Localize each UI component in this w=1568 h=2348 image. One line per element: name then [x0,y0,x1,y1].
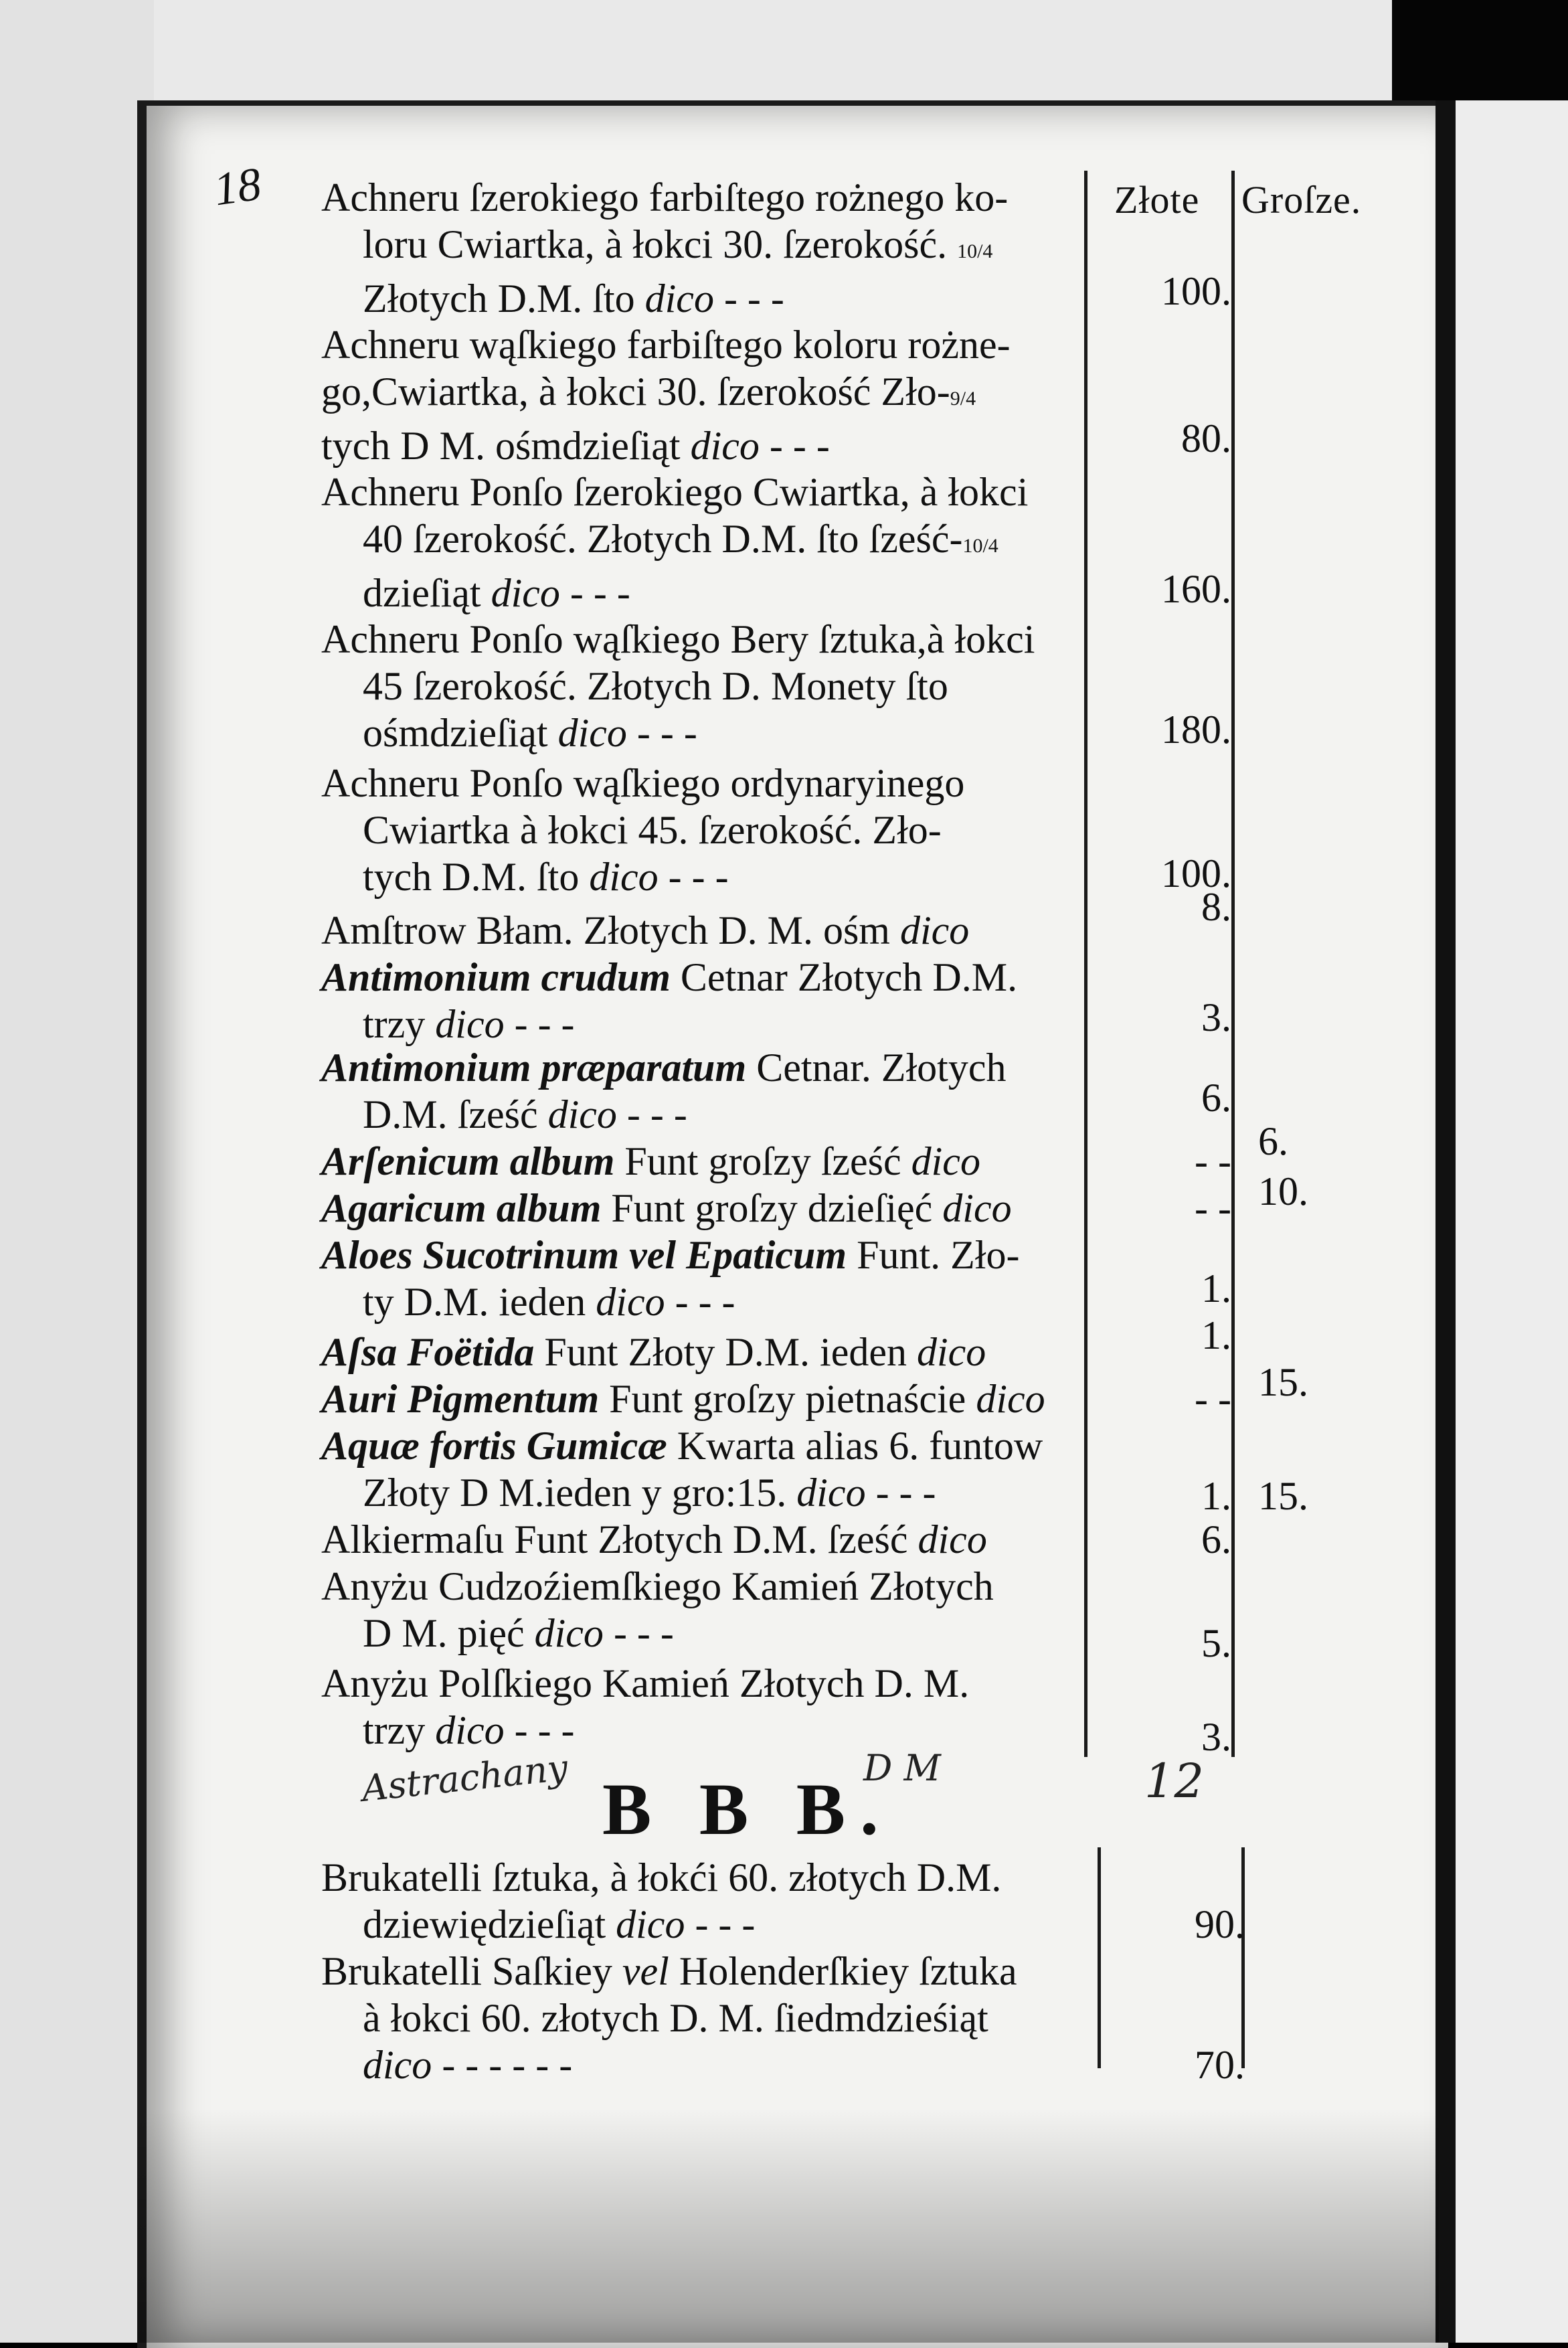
entry-9: Arſenicum album Funt groſzy ſześć dico [321,1139,980,1183]
price-zlote: 100. [1161,851,1231,896]
entry-11: Aloes Sucotrinum vel Epaticum Funt. Zło- ty D.M. ieden dico - - - [321,1233,1020,1324]
handwritten-note: Astrachany [359,1746,570,1810]
entry-4: Achneru Ponſo wąſkiego Bery ſztuka,à łokci 45 ſzerokość. Złotych D. Monety ſto ośmdzieſiąt dico - - - [321,617,1035,755]
entry-12: Aſsa Foëtida Funt Złoty D.M. ieden dico [321,1330,986,1374]
price-zlote: 180. [1161,707,1231,752]
dico: dico [644,276,714,321]
entry-5: Achneru Ponſo wąſkiego ordynaryinego Cwiartka à łokci 45. ſzerokość. Zło- tych D.M. ſto dico - - - [321,761,965,899]
entry-16: Anyżu Cudzoźiemſkiego Kamień Złotych D M. pięć dico - - - [321,1564,994,1655]
price-zlote: 1. [1201,1474,1231,1518]
entry-b-2: Brukatelli Saſkiey vel Holenderſkiey ſztuka à łokci 60. złotych D. M. ſiedmdzieśiąt dico - - - - - - [321,1949,1017,2087]
column-rule-mid-b [1241,1847,1245,2068]
header-zlote: Złote [1114,178,1200,222]
price-zlote: 70. [1195,2043,1245,2087]
price-zlote: 90. [1195,1902,1245,1946]
entry-17: Anyżu Polſkiego Kamień Złotych D. M. trzy dico - - - [321,1661,970,1752]
price-zlote: - - [1195,1139,1231,1183]
column-rule-left [1084,171,1087,1757]
entry-text: loru Cwiartka, à łokci 30. ſzerokość. [363,222,958,266]
column-rule-left-b [1098,1847,1101,2068]
price-grosze: 10. [1258,1169,1308,1213]
price-grosze: 6. [1258,1119,1288,1163]
price-zlote: - - [1195,1377,1231,1421]
price-zlote: 8. [1201,885,1231,929]
entry-13: Auri Pigmentum Funt groſzy pietnaście dico [321,1377,1045,1421]
entry-14: Aquæ fortis Gumicæ Kwarta alias 6. funtow Złoty D M.ieden y gro:15. dico - - - [321,1424,1043,1515]
price-zlote: 1. [1201,1313,1231,1357]
price-zlote: 6. [1201,1517,1231,1562]
price-zlote: 3. [1201,995,1231,1039]
page-number: 18 [210,158,264,216]
price-grosze: 15. [1258,1360,1308,1404]
column-rule-mid [1231,171,1235,1757]
entry-8: Antimonium præparatum Cetnar. Złotych D.M. ſześć dico - - - [321,1045,1007,1137]
back-sheet-top [0,0,1392,107]
header-grosze: Groſze. [1241,178,1362,222]
entry-1: Achneru ſzerokiego farbiſtego rożnego ko- loru Cwiartka, à łokci 30. ſzerokość. 10/4 Złotych D.M. ſto dico - - - [321,175,1009,321]
price-zlote: 1. [1201,1266,1231,1311]
price-zlote: 6. [1201,1076,1231,1120]
entry-7: Antimonium crudum Cetnar Złotych D.M. trzy dico - - - [321,955,1018,1046]
price-zlote: 100. [1161,269,1231,313]
page-gutter [1435,100,1456,2343]
price-zlote: 5. [1201,1621,1231,1665]
entry-b-1: Brukatelli ſztuka, à łokći 60. złotych D.M. dziewiędzieſiąt dico - - - [321,1855,1002,1946]
handwritten-note: 12 [1144,1754,1205,1809]
entry-3: Achneru Ponſo ſzerokiego Cwiartka, à łokci 40 ſzerokość. Złotych D.M. ſto ſześć-10/4 dzieſiąt dico - - - [321,470,1029,615]
back-sheet-left [0,0,154,2343]
price-zlote: 160. [1161,567,1231,611]
entry-text: Achneru ſzerokiego farbiſtego rożnego ko- [321,175,1009,220]
section-heading: B B B. [602,1768,893,1850]
price-grosze: 15. [1258,1474,1308,1518]
entry-6: Amſtrow Błam. Złotych D. M. ośm dico [321,908,970,952]
handwritten-note: D M [863,1747,941,1789]
entry-2: Achneru wąſkiego farbiſtego koloru rożne- go,Cwiartka, à łokci 30. ſzerokość Zło-9/4 tych D M. ośmdzieſiąt dico - - - [321,323,1011,468]
price-zlote: 3. [1201,1715,1231,1759]
entry-15: Alkiermaſu Funt Złotych D.M. ſześć dico [321,1517,987,1562]
fraction: 10/4 [957,240,993,262]
adjacent-page [1452,100,1568,2343]
entry-text: Złotych D.M. ſto [363,276,645,321]
entry-10: Agaricum album Funt groſzy dzieſięć dico [321,1186,1012,1230]
price-zlote: 80. [1181,416,1231,460]
price-zlote: - - [1195,1186,1231,1230]
page-shadow [137,2108,1439,2343]
